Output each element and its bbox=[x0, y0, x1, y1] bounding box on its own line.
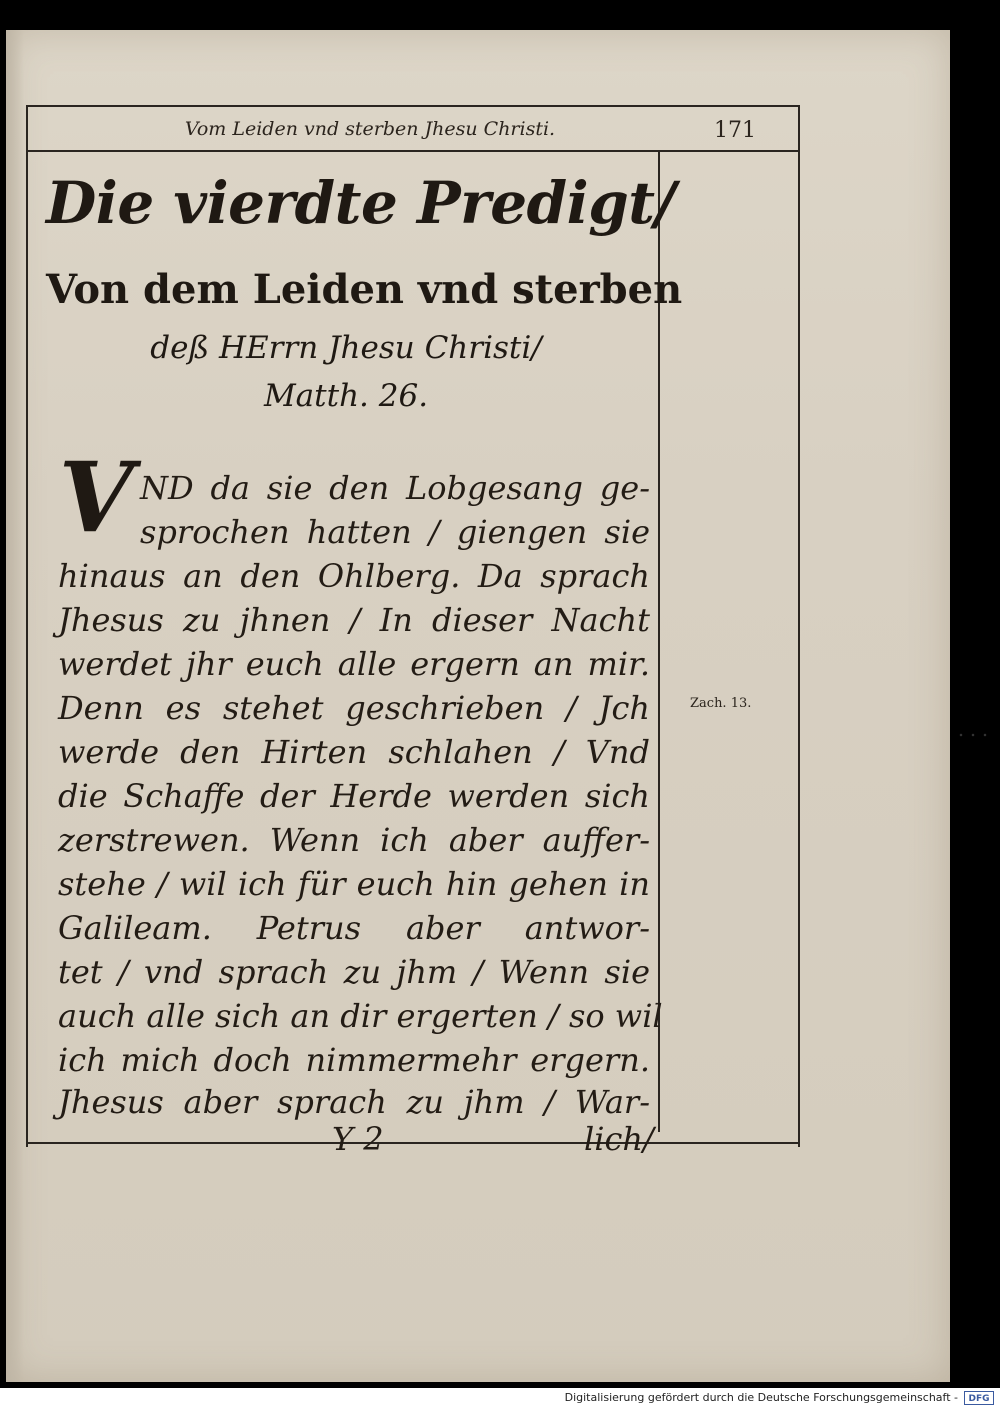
sermon-subtitle-line-1: Von dem Leiden vnd sterben bbox=[46, 266, 683, 313]
body-line: ND da sie den Lobgesang ge- bbox=[140, 469, 650, 507]
sermon-subtitle-line-2: deß HErrn Jhesu Christi/ bbox=[150, 330, 542, 366]
body-line: hinaus an den Ohlberg. Da sprach bbox=[58, 557, 650, 595]
body-line: auch alle sich an dir ergerten / so wil bbox=[58, 997, 663, 1035]
bottom-rule bbox=[26, 1142, 798, 1144]
signature-mark: Y 2 bbox=[332, 1120, 384, 1158]
edge-marks bbox=[955, 733, 995, 737]
body-line: werdet jhr euch alle ergern an mir. bbox=[58, 645, 650, 683]
body-line: sprochen hatten / giengen sie bbox=[140, 513, 650, 551]
page-spine-shadow bbox=[6, 30, 24, 1382]
sermon-subtitle-line-3: Matth. 26. bbox=[263, 378, 429, 414]
drop-cap: V bbox=[58, 441, 134, 554]
catchword: lich/ bbox=[584, 1120, 654, 1158]
sermon-title: Die vierdte Predigt/ bbox=[46, 169, 676, 237]
running-head: Vom Leiden vnd sterben Jhesu Christi. bbox=[184, 118, 556, 140]
body-line: Jhesus aber sprach zu jhm / War- bbox=[58, 1083, 650, 1121]
body-line: stehe / wil ich für euch hin gehen in bbox=[58, 865, 650, 903]
page-number: 171 bbox=[714, 118, 756, 143]
body-line: Jhesus zu jhnen / In dieser Nacht bbox=[58, 601, 650, 639]
dfg-credit-text: Digitalisierung gefördert durch die Deutsche Forschungsgemeinschaft - bbox=[564, 1391, 958, 1404]
body-line: Denn es stehet geschrieben / Jch bbox=[58, 689, 650, 727]
dfg-footer-bar bbox=[0, 1388, 1000, 1408]
header-rule bbox=[28, 150, 798, 152]
dfg-logo-icon: DFG bbox=[964, 1391, 994, 1405]
body-line: Galileam. Petrus aber antwor- bbox=[58, 909, 650, 947]
body-line: werde den Hirten schlahen / Vnd bbox=[58, 733, 650, 771]
body-line: tet / vnd sprach zu jhm / Wenn sie bbox=[58, 953, 650, 991]
body-line: die Schaffe der Herde werden sich bbox=[58, 777, 650, 815]
body-line: zerstrewen. Wenn ich aber auffer- bbox=[58, 821, 650, 859]
margin-note: Zach. 13. bbox=[690, 696, 752, 711]
body-line: ich mich doch nimmermehr ergern. bbox=[58, 1041, 650, 1079]
